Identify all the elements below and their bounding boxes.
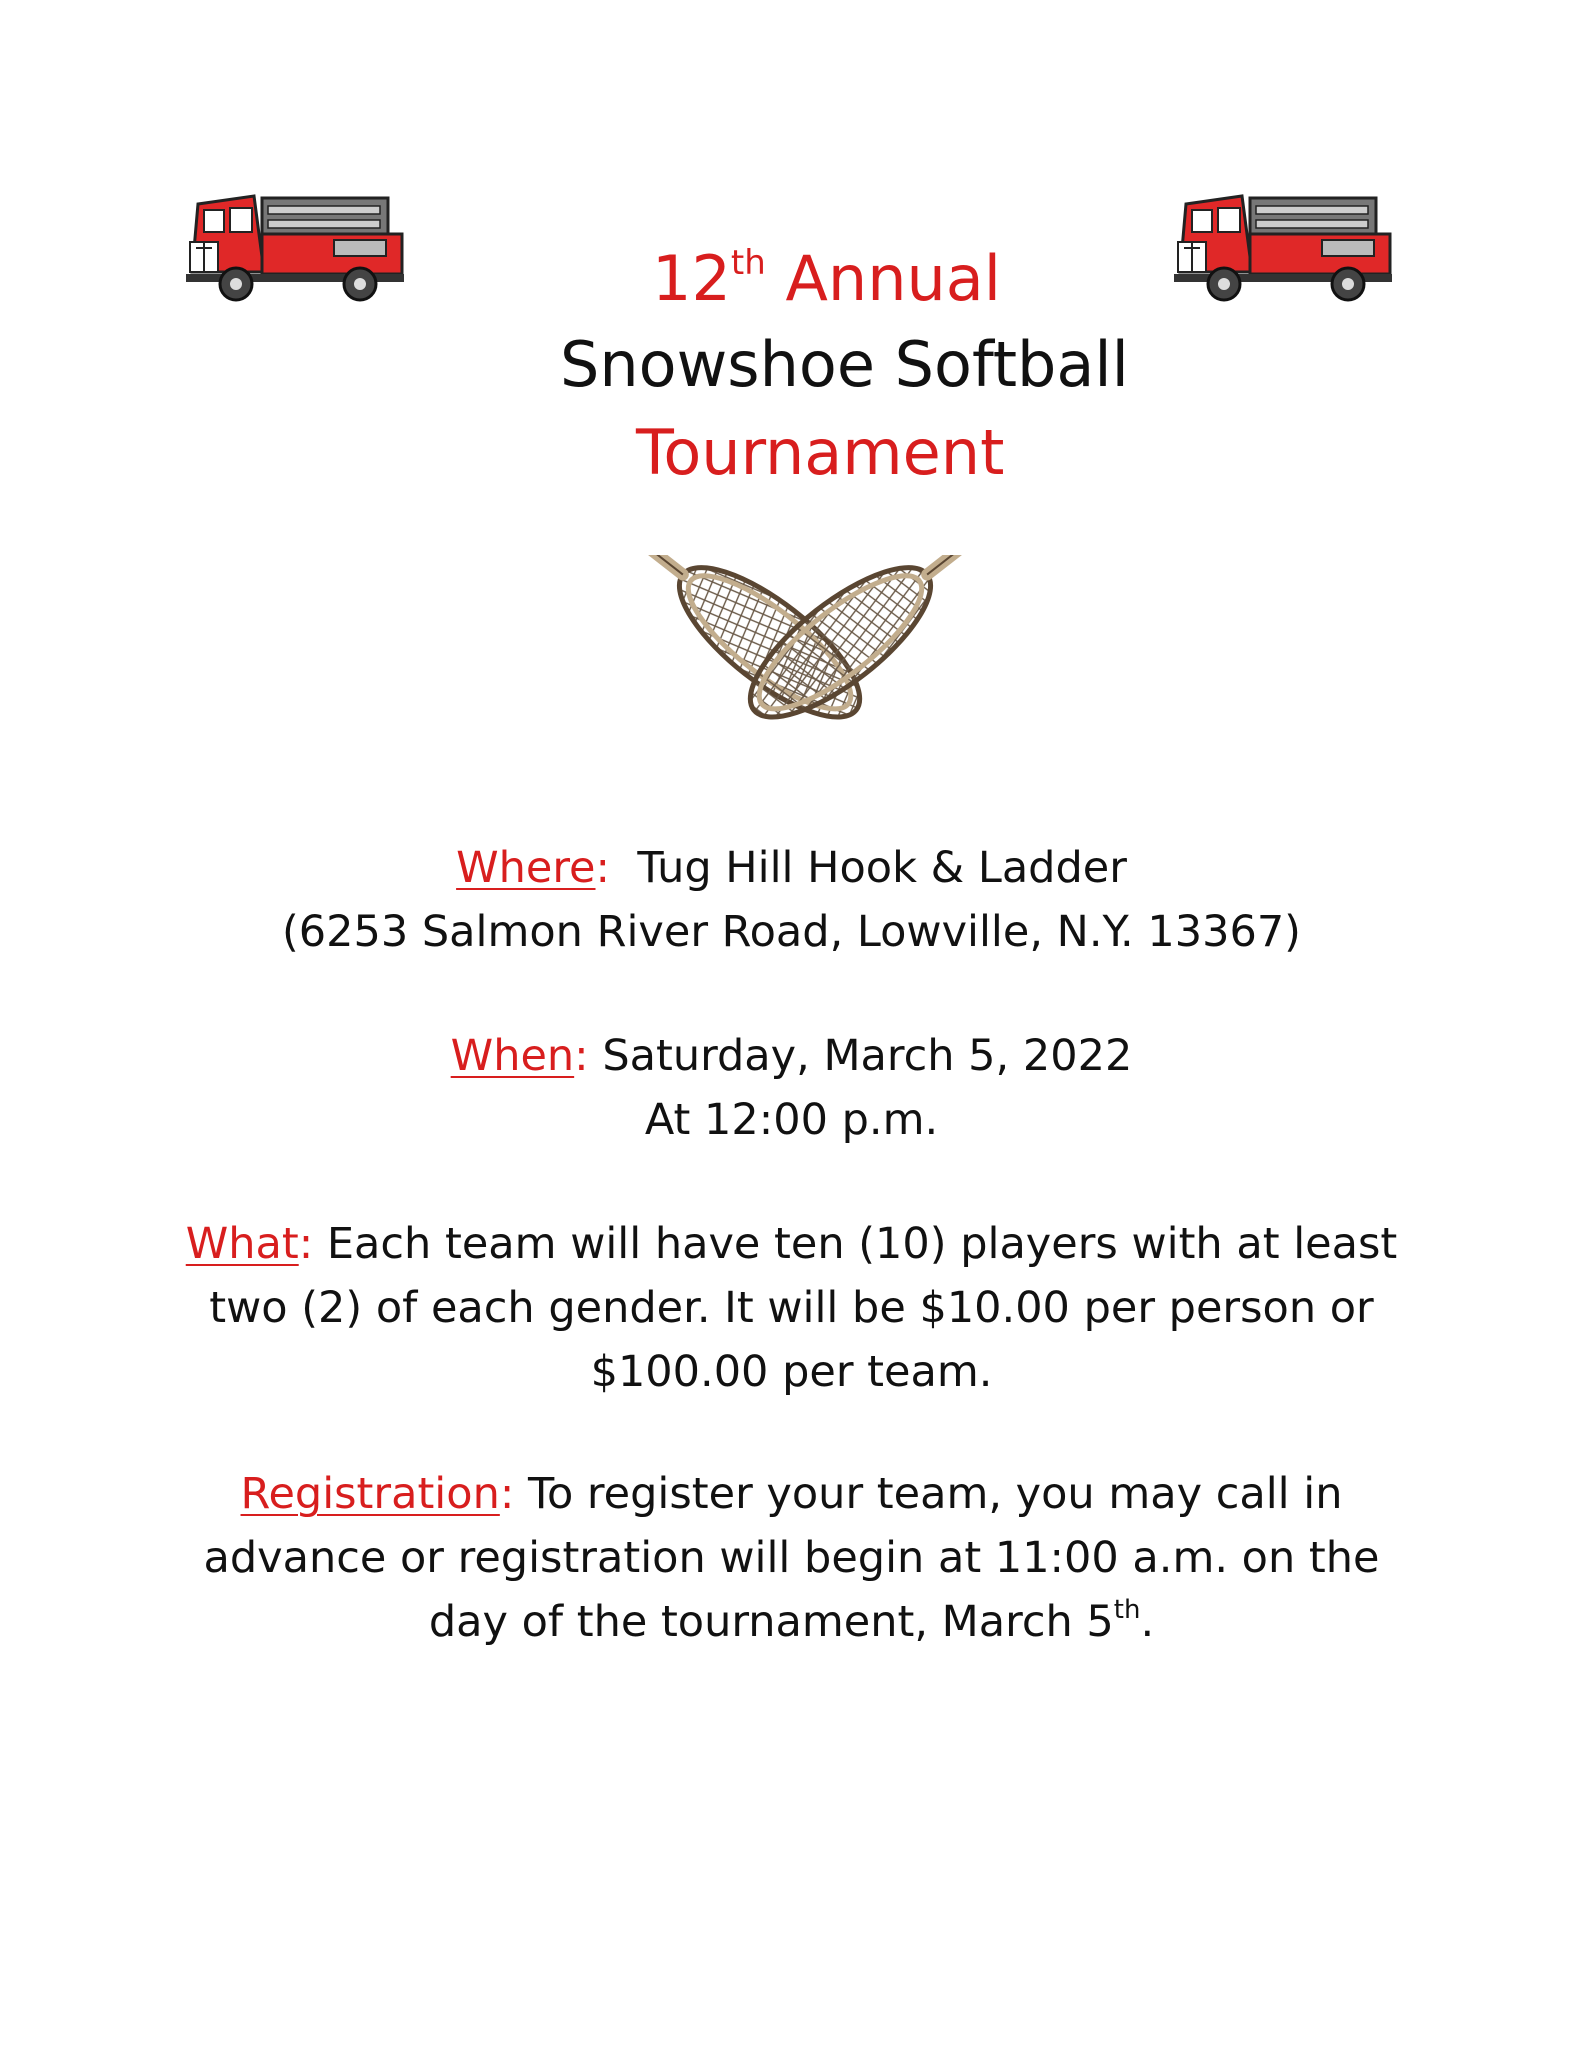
registration-section [0,1462,1583,1654]
what-line-1: What: Each team will have ten (10) players with at least [185,1219,1398,1269]
what-line-3: $100.00 per team. [590,1347,993,1397]
title-tournament: Tournament [636,416,1005,489]
when-value: Saturday, March 5, 2022 [602,1031,1133,1081]
where-label: Where: [456,843,611,893]
title-number: 12 [652,242,731,315]
when-section [0,1024,1583,1152]
registration-label: Registration: [240,1469,515,1519]
fire-truck-icon [1174,196,1392,300]
when-time: At 12:00 p.m. [644,1095,939,1145]
where-value: Tug Hill Hook & Ladder [637,843,1127,893]
when-line [0,1024,1583,1088]
registration-line-2: advance or registration will begin at 11:00 a.m. on the [203,1533,1380,1583]
fire-truck-icon [186,196,404,300]
registration-ordinal-suffix: th [1113,1595,1141,1625]
title-ordinal-suffix: th [730,243,766,283]
what-section [0,1212,1583,1404]
where-address: (6253 Salmon River Road, Lowville, N.Y. 13367) [282,907,1301,957]
what-label: What: [185,1219,314,1269]
fire-truck-icon-left [184,180,408,304]
fire-truck-icon-right [1172,180,1396,304]
registration-line-1: Registration: To register your team, you may call in [240,1469,1343,1519]
title-annual-word: Annual [765,242,1002,315]
where-section [0,836,1583,964]
title-annual [652,242,1002,315]
crossed-snowshoes-icon [640,555,980,780]
when-label: When: [450,1031,589,1081]
registration-line-3: day of the tournament, March 5th. [428,1595,1155,1647]
what-line-2: two (2) of each gender. It will be $10.00 per person or [209,1283,1374,1333]
title-event-name: Snowshoe Softball [560,328,1129,401]
where-line [0,836,1583,900]
